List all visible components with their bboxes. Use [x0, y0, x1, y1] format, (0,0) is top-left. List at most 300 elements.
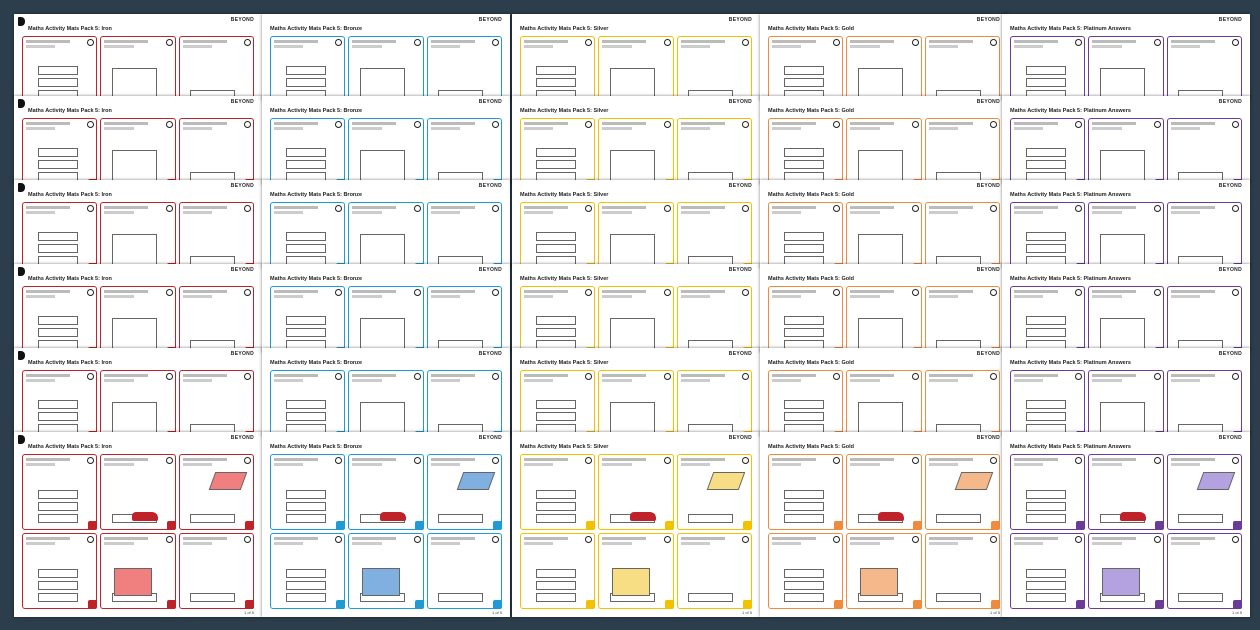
- question-text-line: [104, 295, 133, 298]
- beyond-logo-icon: [18, 183, 25, 192]
- question-card: [427, 370, 502, 436]
- question-text-line: [431, 463, 460, 466]
- working-box: [360, 150, 405, 182]
- card-corner-tab: [167, 521, 176, 530]
- question-text-line: [524, 463, 553, 466]
- working-box: [1100, 68, 1145, 100]
- question-card: [179, 370, 254, 436]
- question-text-line: [772, 379, 801, 382]
- question-text-line: [929, 45, 958, 48]
- question-card: [768, 36, 843, 100]
- answer-box: [38, 412, 78, 421]
- question-text-line: [104, 463, 133, 466]
- answer-box: [536, 514, 576, 523]
- card-corner-tab: [493, 521, 502, 530]
- question-card: [677, 202, 752, 268]
- question-text-line: [183, 40, 227, 43]
- question-text-line: [274, 127, 303, 130]
- question-card: [846, 370, 921, 436]
- difficulty-badge-icon: [912, 205, 919, 212]
- answer-box: [1178, 514, 1223, 523]
- question-text-line: [104, 537, 148, 540]
- answer-box: [1026, 316, 1066, 325]
- difficulty-badge-icon: [244, 457, 251, 464]
- answer-box: [536, 569, 576, 578]
- question-card: [1010, 370, 1085, 436]
- difficulty-badge-icon: [1075, 373, 1082, 380]
- answer-box: [38, 581, 78, 590]
- question-text-line: [1171, 537, 1215, 540]
- brand-label: BEYOND: [478, 99, 502, 105]
- question-text-line: [602, 122, 646, 125]
- question-card: [348, 286, 423, 352]
- difficulty-badge-icon: [585, 205, 592, 212]
- sheet-title: Maths Activity Mats Pack 5: Platinum Answers: [1010, 276, 1131, 282]
- question-text-line: [352, 458, 396, 461]
- activity-sheet: [1002, 348, 1250, 436]
- sheet-title: Maths Activity Mats Pack 5: Gold: [768, 444, 854, 450]
- difficulty-badge-icon: [1232, 121, 1239, 128]
- question-card: [100, 370, 175, 436]
- answer-box: [286, 502, 326, 511]
- difficulty-badge-icon: [833, 536, 840, 543]
- activity-sheet: [760, 264, 1008, 352]
- question-text-line: [1092, 122, 1136, 125]
- difficulty-badge-icon: [912, 536, 919, 543]
- sheet-title: Maths Activity Mats Pack 5: Silver: [520, 108, 609, 114]
- question-card: [768, 370, 843, 436]
- level-column-platinum-answers: [1002, 0, 1250, 630]
- difficulty-badge-icon: [414, 289, 421, 296]
- answer-box: [784, 244, 824, 253]
- question-text-line: [26, 458, 70, 461]
- question-text-line: [1171, 127, 1200, 130]
- difficulty-badge-icon: [492, 373, 499, 380]
- activity-sheet: [1002, 96, 1250, 184]
- working-box: [610, 318, 655, 350]
- question-text-line: [1014, 206, 1058, 209]
- question-card: [520, 36, 595, 100]
- question-text-line: [274, 290, 318, 293]
- question-text-line: [104, 374, 148, 377]
- answer-box: [784, 581, 824, 590]
- card-corner-tab: [586, 521, 595, 530]
- question-text-line: [524, 45, 553, 48]
- question-card: [925, 454, 1000, 530]
- question-text-line: [602, 206, 646, 209]
- question-text-line: [929, 537, 973, 540]
- question-text-line: [681, 40, 725, 43]
- card-corner-tab: [336, 600, 345, 609]
- difficulty-badge-icon: [990, 121, 997, 128]
- card-corner-tab: [1233, 600, 1242, 609]
- difficulty-badge-icon: [1075, 121, 1082, 128]
- answer-box: [536, 232, 576, 241]
- difficulty-badge-icon: [166, 373, 173, 380]
- difficulty-badge-icon: [585, 289, 592, 296]
- card-corner-tab: [1076, 600, 1085, 609]
- question-text-line: [1171, 374, 1215, 377]
- question-text-line: [524, 206, 568, 209]
- brand-label: BEYOND: [728, 99, 752, 105]
- question-card: [270, 533, 345, 609]
- answer-box: [286, 514, 326, 523]
- question-card: [22, 370, 97, 436]
- card-corner-tab: [743, 521, 752, 530]
- answer-box: [784, 400, 824, 409]
- difficulty-badge-icon: [912, 373, 919, 380]
- answer-box: [784, 148, 824, 157]
- answer-box: [784, 328, 824, 337]
- question-card: [768, 202, 843, 268]
- activity-sheet: [14, 14, 262, 100]
- question-text-line: [1092, 542, 1121, 545]
- question-text-line: [1092, 127, 1121, 130]
- question-text-line: [1092, 40, 1136, 43]
- sheet-title: Maths Activity Mats Pack 5: Platinum Answers: [1010, 360, 1131, 366]
- question-text-line: [681, 290, 725, 293]
- question-text-line: [929, 374, 973, 377]
- answer-box: [1026, 502, 1066, 511]
- question-card: [22, 118, 97, 184]
- question-text-line: [1014, 463, 1043, 466]
- question-text-line: [104, 45, 133, 48]
- question-text-line: [26, 45, 55, 48]
- working-box: [1100, 234, 1145, 266]
- question-text-line: [431, 122, 475, 125]
- question-text-line: [681, 458, 725, 461]
- activity-sheet: [512, 432, 760, 617]
- difficulty-badge-icon: [335, 536, 342, 543]
- difficulty-badge-icon: [414, 205, 421, 212]
- difficulty-badge-icon: [664, 289, 671, 296]
- question-text-line: [431, 542, 460, 545]
- question-text-line: [1014, 537, 1058, 540]
- question-text-line: [929, 542, 958, 545]
- answer-box: [688, 514, 733, 523]
- question-text-line: [602, 463, 631, 466]
- question-card: [22, 36, 97, 100]
- working-box: [112, 68, 157, 100]
- question-text-line: [681, 211, 710, 214]
- question-text-line: [850, 458, 894, 461]
- difficulty-badge-icon: [664, 205, 671, 212]
- question-text-line: [183, 374, 227, 377]
- difficulty-badge-icon: [335, 39, 342, 46]
- question-card: [1088, 36, 1163, 100]
- difficulty-badge-icon: [492, 289, 499, 296]
- question-card: [22, 202, 97, 268]
- answer-box: [1026, 581, 1066, 590]
- question-text-line: [602, 537, 646, 540]
- question-card: [677, 118, 752, 184]
- question-text-line: [929, 295, 958, 298]
- level-column-gold: [760, 0, 1008, 630]
- answer-box: [438, 514, 483, 523]
- question-text-line: [850, 463, 879, 466]
- question-text-line: [183, 295, 212, 298]
- difficulty-badge-icon: [833, 373, 840, 380]
- sheet-title: Maths Activity Mats Pack 5: Platinum Answers: [1010, 108, 1131, 114]
- level-column-iron: [14, 0, 262, 630]
- question-card: [179, 118, 254, 184]
- difficulty-badge-icon: [664, 39, 671, 46]
- sheet-title: Maths Activity Mats Pack 5: Iron: [28, 108, 112, 114]
- question-text-line: [183, 463, 212, 466]
- question-card: [846, 36, 921, 100]
- question-card: [427, 533, 502, 609]
- answer-box: [286, 490, 326, 499]
- working-box: [610, 150, 655, 182]
- difficulty-badge-icon: [1154, 536, 1161, 543]
- question-text-line: [1171, 379, 1200, 382]
- difficulty-badge-icon: [166, 289, 173, 296]
- difficulty-badge-icon: [414, 121, 421, 128]
- activity-sheet: [1002, 264, 1250, 352]
- question-card: [846, 202, 921, 268]
- question-text-line: [1014, 40, 1058, 43]
- question-text-line: [524, 379, 553, 382]
- question-card: [677, 454, 752, 530]
- activity-sheet: [14, 180, 262, 268]
- question-text-line: [850, 206, 894, 209]
- question-text-line: [929, 290, 973, 293]
- card-corner-tab: [88, 521, 97, 530]
- question-card: [348, 36, 423, 100]
- card-corner-tab: [991, 521, 1000, 530]
- question-text-line: [274, 537, 318, 540]
- page-number: 1 of 5: [243, 610, 254, 615]
- question-text-line: [929, 379, 958, 382]
- activity-sheet: [760, 14, 1008, 100]
- difficulty-badge-icon: [833, 39, 840, 46]
- question-card: [1010, 118, 1085, 184]
- question-text-line: [352, 379, 381, 382]
- activity-sheet: [14, 348, 262, 436]
- question-text-line: [681, 127, 710, 130]
- difficulty-badge-icon: [1075, 536, 1082, 543]
- difficulty-badge-icon: [664, 121, 671, 128]
- activity-sheet: [760, 432, 1008, 617]
- difficulty-badge-icon: [414, 457, 421, 464]
- question-text-line: [26, 463, 55, 466]
- answer-box: [536, 316, 576, 325]
- question-text-line: [26, 206, 70, 209]
- answer-box: [190, 514, 235, 523]
- answer-box: [286, 244, 326, 253]
- question-text-line: [602, 458, 646, 461]
- question-card: [1167, 118, 1242, 184]
- question-card: [270, 286, 345, 352]
- card-corner-tab: [88, 600, 97, 609]
- answer-box: [38, 78, 78, 87]
- difficulty-badge-icon: [585, 121, 592, 128]
- question-text-line: [352, 374, 396, 377]
- answer-box: [190, 593, 235, 602]
- level-column-bronze: [262, 0, 510, 630]
- question-card: [427, 286, 502, 352]
- difficulty-badge-icon: [742, 39, 749, 46]
- question-text-line: [183, 206, 227, 209]
- question-text-line: [1014, 374, 1058, 377]
- brand-label: BEYOND: [1218, 183, 1242, 189]
- difficulty-badge-icon: [244, 289, 251, 296]
- question-text-line: [183, 211, 212, 214]
- sheet-title: Maths Activity Mats Pack 5: Bronze: [270, 276, 363, 282]
- difficulty-badge-icon: [166, 457, 173, 464]
- question-text-line: [274, 211, 303, 214]
- question-card: [925, 202, 1000, 268]
- question-text-line: [26, 211, 55, 214]
- geometric-shape: [209, 472, 248, 490]
- difficulty-badge-icon: [244, 39, 251, 46]
- answer-box: [784, 514, 824, 523]
- difficulty-badge-icon: [1154, 121, 1161, 128]
- question-card: [100, 36, 175, 100]
- difficulty-badge-icon: [335, 205, 342, 212]
- activity-sheet: [262, 96, 510, 184]
- answer-box: [286, 581, 326, 590]
- question-text-line: [681, 542, 710, 545]
- question-card: [598, 370, 673, 436]
- brand-label: BEYOND: [976, 99, 1000, 105]
- activity-sheet: [14, 96, 262, 184]
- activity-sheet: [512, 14, 760, 100]
- question-text-line: [929, 211, 958, 214]
- sheet-title: Maths Activity Mats Pack 5: Gold: [768, 192, 854, 198]
- question-text-line: [602, 290, 646, 293]
- answer-box: [784, 502, 824, 511]
- question-card: [677, 370, 752, 436]
- answer-box: [1026, 78, 1066, 87]
- brand-label: BEYOND: [478, 17, 502, 23]
- question-card: [1010, 202, 1085, 268]
- answer-box: [38, 160, 78, 169]
- difficulty-badge-icon: [1232, 205, 1239, 212]
- question-text-line: [929, 206, 973, 209]
- question-card: [520, 370, 595, 436]
- working-box: [1100, 150, 1145, 182]
- difficulty-badge-icon: [1154, 289, 1161, 296]
- card-corner-tab: [991, 600, 1000, 609]
- brand-label: BEYOND: [478, 351, 502, 357]
- difficulty-badge-icon: [492, 121, 499, 128]
- answer-box: [38, 593, 78, 602]
- question-text-line: [850, 295, 879, 298]
- difficulty-badge-icon: [1232, 457, 1239, 464]
- question-card: [1167, 36, 1242, 100]
- card-corner-tab: [1076, 521, 1085, 530]
- beyond-logo-icon: [18, 435, 25, 444]
- question-card: [1010, 286, 1085, 352]
- question-text-line: [104, 542, 133, 545]
- answer-box: [936, 593, 981, 602]
- question-card: [1167, 202, 1242, 268]
- brand-label: BEYOND: [976, 267, 1000, 273]
- question-text-line: [104, 290, 148, 293]
- question-card: [1010, 36, 1085, 100]
- working-box: [1100, 402, 1145, 434]
- difficulty-badge-icon: [492, 39, 499, 46]
- difficulty-badge-icon: [1232, 289, 1239, 296]
- difficulty-badge-icon: [1075, 457, 1082, 464]
- beyond-logo-icon: [18, 351, 25, 360]
- question-text-line: [431, 537, 475, 540]
- sheet-title: Maths Activity Mats Pack 5: Silver: [520, 276, 609, 282]
- question-text-line: [431, 40, 475, 43]
- difficulty-badge-icon: [492, 205, 499, 212]
- difficulty-badge-icon: [585, 373, 592, 380]
- car-icon: [1120, 512, 1146, 521]
- answer-box: [536, 502, 576, 511]
- question-text-line: [183, 45, 212, 48]
- difficulty-badge-icon: [833, 205, 840, 212]
- question-text-line: [26, 379, 55, 382]
- sheet-title: Maths Activity Mats Pack 5: Iron: [28, 360, 112, 366]
- difficulty-badge-icon: [833, 289, 840, 296]
- question-text-line: [772, 211, 801, 214]
- difficulty-badge-icon: [585, 457, 592, 464]
- sheet-title: Maths Activity Mats Pack 5: Bronze: [270, 360, 363, 366]
- question-card: [598, 36, 673, 100]
- answer-box: [536, 66, 576, 75]
- answer-box: [784, 593, 824, 602]
- question-text-line: [352, 537, 396, 540]
- sheet-title: Maths Activity Mats Pack 5: Silver: [520, 360, 609, 366]
- question-text-line: [1092, 211, 1121, 214]
- sheet-title: Maths Activity Mats Pack 5: Gold: [768, 360, 854, 366]
- difficulty-badge-icon: [244, 373, 251, 380]
- car-icon: [630, 512, 656, 521]
- geometric-shape: [612, 568, 650, 596]
- sheet-title: Maths Activity Mats Pack 5: Bronze: [270, 26, 363, 32]
- question-card: [598, 286, 673, 352]
- question-text-line: [26, 374, 70, 377]
- question-card: [270, 202, 345, 268]
- question-card: [925, 36, 1000, 100]
- question-text-line: [850, 542, 879, 545]
- question-text-line: [183, 458, 227, 461]
- question-text-line: [1014, 122, 1058, 125]
- question-text-line: [26, 295, 55, 298]
- question-text-line: [524, 127, 553, 130]
- working-box: [858, 402, 903, 434]
- geometric-shape: [1197, 472, 1236, 490]
- brand-label: BEYOND: [230, 17, 254, 23]
- difficulty-badge-icon: [87, 457, 94, 464]
- question-text-line: [104, 40, 148, 43]
- question-card: [1167, 286, 1242, 352]
- sheet-title: Maths Activity Mats Pack 5: Gold: [768, 276, 854, 282]
- brand-label: BEYOND: [1218, 435, 1242, 441]
- question-card: [925, 533, 1000, 609]
- question-card: [768, 454, 843, 530]
- answer-box: [536, 78, 576, 87]
- card-corner-tab: [743, 600, 752, 609]
- answer-box: [438, 593, 483, 602]
- sheet-title: Maths Activity Mats Pack 5: Iron: [28, 26, 112, 32]
- question-text-line: [183, 127, 212, 130]
- activity-sheet: [262, 348, 510, 436]
- difficulty-badge-icon: [335, 121, 342, 128]
- difficulty-badge-icon: [990, 373, 997, 380]
- question-card: [925, 286, 1000, 352]
- difficulty-badge-icon: [742, 121, 749, 128]
- working-box: [858, 150, 903, 182]
- answer-box: [286, 66, 326, 75]
- page-number: 1 of 5: [491, 610, 502, 615]
- geometric-shape: [860, 568, 898, 596]
